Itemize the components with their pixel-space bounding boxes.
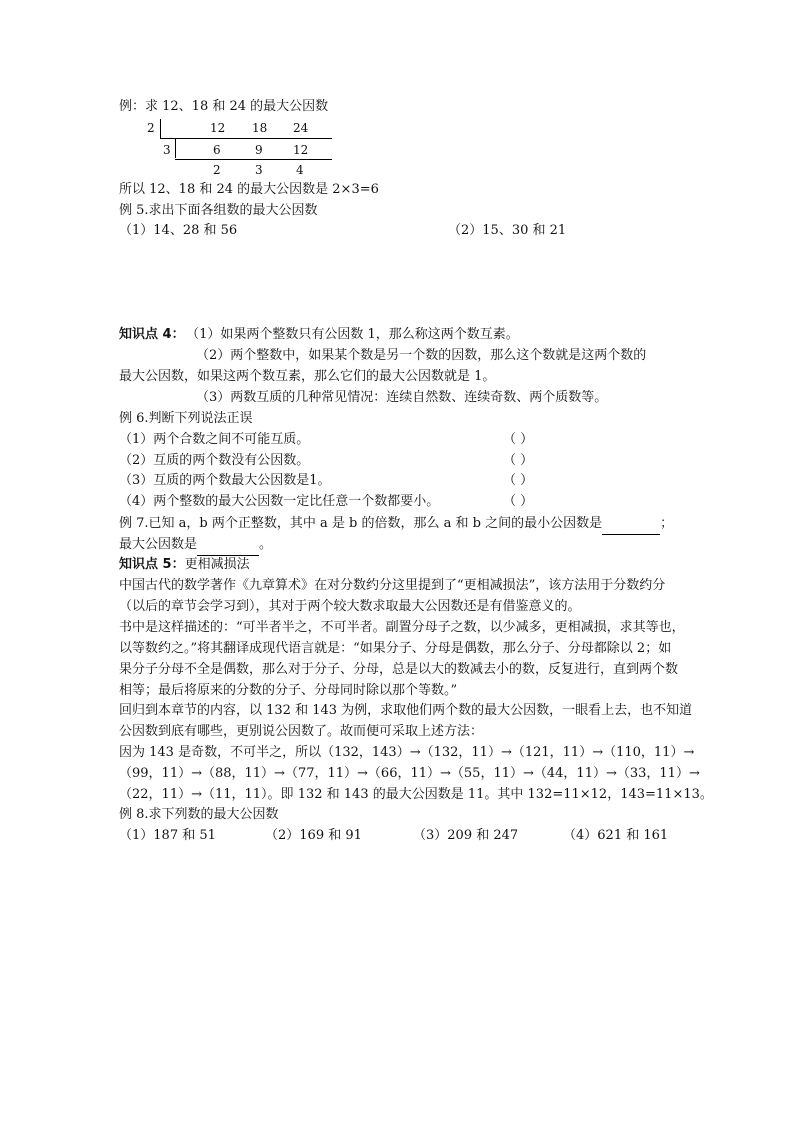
kp4-p3: （3）两数互质的几种常见情况：连续自然数、连续奇数、两个质数等。 — [196, 390, 608, 405]
ex6-item-1: （1）两个合数之间不可能互质。 — [119, 432, 310, 447]
ex6-item-4: （4）两个整数的最大公因数一定比任意一个数都要小。 — [119, 494, 440, 509]
ex7-line-1 — [119, 514, 673, 535]
kp4-line-1 — [119, 325, 519, 345]
ex8-q2: （2）169 和 91 — [265, 828, 362, 843]
kp5-line-4: 以等数约之。”将其翻译成现代语言就是：“如果分子、分母是偶数，那么分子、分母都除以 2；如 — [119, 641, 672, 656]
kp5-line-3: 书中是这样描述的：“可半者半之，不可半者。副置分母子之数，以少减多，更相减损，求其等也， — [119, 620, 685, 635]
ex5-q2: （2）15、30 和 21 — [448, 223, 567, 238]
kp5-line-8: 公因数到底有哪些，更别说公因数了。故而便可采取上述方法： — [119, 724, 484, 739]
divisor-1: 2 — [147, 121, 155, 135]
ex6-paren-4[interactable]: （ ） — [503, 494, 534, 509]
division-bar-1 — [160, 119, 161, 138]
kp5-line-9: 因为 143 是奇数，不可半之，所以（132，143）→（132，11）→（121，11）→（110，11）→ — [119, 745, 695, 760]
cell-r3-c1: 2 — [213, 163, 221, 177]
example-intro: 例：求 12、18 和 24 的最大公因数 — [119, 99, 329, 114]
ex5-title: 例 5.求出下面各组数的最大公因数 — [119, 203, 318, 218]
kp4-p2a: （2）两个整数中，如果某个数是另一个数的因数，那么这个数就是这两个数的 — [196, 348, 647, 363]
kp5-line-6: 相等；最后将原来的分数的分子、分母同时除以那个等数。” — [119, 683, 458, 698]
cell-r2-c2: 9 — [255, 143, 263, 157]
cell-r3-c3: 4 — [296, 163, 304, 177]
ex8-q3: （3）209 和 247 — [413, 828, 519, 843]
ex6-title: 例 6.判断下列说法正误 — [119, 411, 253, 426]
cell-r3-c2: 3 — [255, 163, 263, 177]
ex6-paren-1[interactable]: （ ） — [503, 432, 534, 447]
kp5-line-11: （22，11）→（11，11）。即 132 和 143 的最大公因数是 11。其中 132=11×12，143=11×13。 — [119, 787, 713, 802]
ex7-line-2 — [119, 535, 272, 556]
ex7-text-a: 例 7.已知 a，b 两个正整数，其中 a 是 b 的倍数，那么 a 和 b 之间的最小公因数是 — [119, 516, 603, 531]
cell-r2-c3: 12 — [293, 143, 309, 157]
cell-r1-c1: 12 — [210, 121, 226, 135]
ex8-title: 例 8.求下列数的最大公因数 — [119, 807, 279, 822]
ex6-item-3: （3）互质的两个数最大公因数是1。 — [119, 473, 331, 488]
division-bar-2 — [175, 139, 176, 158]
kp5-line-2: （以后的章节会学习到），其对于两个较大数求取最大公因数还是有借鉴意义的。 — [119, 599, 581, 614]
ex6-paren-3[interactable]: （ ） — [503, 473, 534, 488]
cell-r2-c1: 6 — [213, 143, 221, 157]
ex7-blank-1[interactable] — [602, 514, 660, 535]
ex7-blank-2[interactable] — [197, 535, 259, 556]
ex5-q1: （1）14、28 和 56 — [119, 223, 238, 238]
kp4-p2b: 最大公因数，如果这两个数互素，那么它们的最大公因数就是 1。 — [119, 369, 496, 384]
cell-r1-c3: 24 — [293, 121, 309, 135]
kp4-p1: （1）如果两个整数只有公因数 1，那么称这两个数互素。 — [192, 327, 519, 342]
kp5-line-5: 果分子分母不全是偶数，那么对于分子、分母，总是以大的数减去小的数，反复进行，直到两个数 — [119, 662, 679, 677]
kp5-line-1: 中国古代的数学著作《九章算术》在对分数约分这里提到了“更相减损法”，该方法用于分数约分 — [119, 578, 666, 593]
example-result: 所以 12、18 和 24 的最大公因数是 2×3=6 — [119, 182, 379, 197]
kp5-label: 知识点 5： — [119, 557, 185, 572]
ex7-end-a: ； — [660, 516, 674, 531]
kp4-label: 知识点 4： — [119, 327, 185, 342]
kp5-title: 更相减损法 — [184, 557, 250, 572]
divisor-2: 3 — [163, 143, 171, 157]
ex6-item-2: （2）互质的两个数没有公因数。 — [119, 453, 310, 468]
ex8-q4: （4）621 和 161 — [563, 828, 669, 843]
kp5-line-7: 回归到本章节的内容，以 132 和 143 为例，求取他们两个数的最大公因数，一眼看上去，也不知道 — [119, 703, 693, 718]
ex6-paren-2[interactable]: （ ） — [503, 453, 534, 468]
kp5-line-10: （99，11）→（88，11）→（77，11）→（66，11）→（55，11）→（44，11）→（33，11）→ — [119, 766, 700, 781]
ex7-end-b: 。 — [259, 537, 273, 552]
cell-r1-c2: 18 — [252, 121, 268, 135]
ex8-q1: （1）187 和 51 — [119, 828, 216, 843]
ex7-text-b: 最大公因数是 — [119, 537, 198, 552]
division-line-2 — [175, 159, 332, 160]
kp5-heading — [119, 555, 250, 575]
division-line-1 — [160, 138, 332, 139]
